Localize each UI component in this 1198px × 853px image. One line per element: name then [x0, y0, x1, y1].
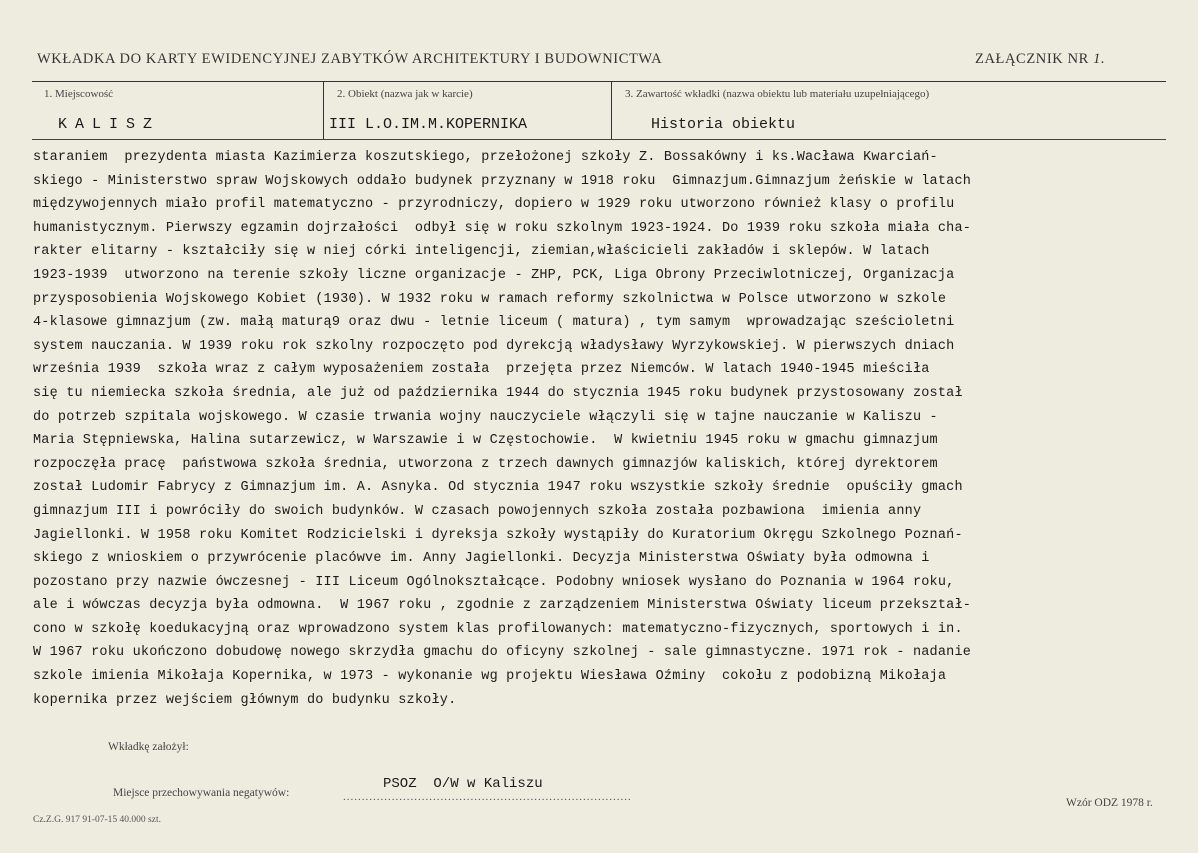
locality-label: 1. Miejscowość	[44, 88, 114, 100]
text-line: W 1967 roku ukończono dobudowę nowego skrzydła gmachu do oficyny szkolnej - sale gimnastyczne. 1971 rok - nadanie	[33, 645, 972, 661]
history-text	[33, 146, 971, 712]
text-line: 1923-1939 utworzono na terenie szkoły liczne organizacje - ZHP, PCK, Liga Obrony Przeciwlotniczej, Organizacja	[33, 267, 955, 283]
printer-info: Cz.Z.G. 917 91-07-15 40.000 szt.	[33, 815, 161, 825]
negatives-storage-value: PSOZ O/W w Kaliszu	[383, 776, 543, 792]
dotted-fill-line: .............................................................................	[343, 791, 632, 803]
text-line: skiego - Ministerstwo spraw Wojskowych oddało budynek przyznany w 1918 roku Gimnazjum.Gimnazjum żeńskie w latach	[33, 173, 972, 189]
text-line: system nauczania. W 1939 roku rok szkolny rozpoczęto pod dyrekcją władysławy Wyrzykowskiej. W pierwszych dniach	[33, 338, 955, 354]
text-line: szkole imienia Mikołaja Kopernika, w 1973 - wykonanie wg projektu Wiesława Oźminy cokołu z podobizną Mikołaja	[33, 669, 947, 685]
text-line: skiego z wnioskiem o przywrócenie placówve im. Anny Jagiellonki. Decyzja Ministerstwa Oświaty była odmowna i	[33, 551, 930, 567]
object-value: III L.O.IM.M.KOPERNIKA	[329, 116, 528, 133]
text-line: gimnazjum III i powróciły do swoich budynków. W czasach powojennych szkoła została pozbawiona imienia anny	[33, 503, 922, 519]
locality-value: KALISZ	[58, 116, 161, 133]
object-field	[325, 82, 612, 139]
text-line: Maria Stępniewska, Halina sutarzewicz, w Warszawie i w Częstochowie. W kwietniu 1945 roku w gmachu gimnazjum	[33, 433, 938, 449]
locality-field	[32, 82, 324, 139]
text-line: cono w szkołę koedukacyjną oraz wprowadzono system klas profilowanych: matematyczno-fizycznych, sportowych i in.	[33, 621, 963, 637]
text-line: przysposobienia Wojskowego Kobiet (1930). W 1932 roku w ramach reformy szkolnictwa w Polsce utworzono w szkole	[33, 291, 947, 307]
text-line: Jagiellonki. W 1958 roku Komitet Rodzicielski i dyreksja szkoły wystąpiły do Kuratorium Okręgu Szkolnego Poznań-	[33, 527, 963, 543]
object-label: 2. Obiekt (nazwa jak w karcie)	[337, 88, 473, 100]
text-line: się tu niemiecka szkoła średnia, ale już od października 1944 do stycznia 1945 roku budynek przystosowany został	[33, 385, 963, 401]
attachment-label: ZAŁĄCZNIK NR	[975, 51, 1089, 67]
text-line: rozpoczęła pracę państwowa szkoła średnia, utworzona z trzech dawnych gimnazjów kaliskich, której dyrektorem	[33, 456, 938, 472]
text-line: humanistycznym. Pierwszy egzamin dojrzałości odbył się w roku szkolnym 1923-1924. Do 1939 roku szkoła miała cha-	[33, 220, 972, 236]
text-line: został Ludomir Fabrycy z Gimnazjum im. A. Asnyka. Od stycznia 1947 roku wszystkie szkoły średnie opuściły gmach	[33, 480, 963, 496]
contents-label: 3. Zawartość wkładki (nazwa obiektu lub materiału uzupełniającego)	[625, 88, 930, 100]
contents-field	[613, 82, 1166, 139]
text-line: staraniem prezydenta miasta Kazimierza koszutskiego, przełożonej szkoły Z. Bossakówny i ks.Wacława Kwarciań-	[33, 150, 938, 165]
text-line: września 1939 szkoła wraz z całym wyposażeniem została przejęta przez Niemców. W latach 1940-1945 mieściła	[33, 362, 930, 378]
contents-value: Historia obiektu	[651, 116, 796, 133]
created-by-label: Wkładkę założył:	[108, 741, 189, 753]
form-title: WKŁADKA DO KARTY EWIDENCYJNEJ ZABYTKÓW ARCHITEKTURY I BUDOWNICTWA	[37, 51, 663, 67]
text-line: ale i wówczas decyzja była odmowna. W 1967 roku , zgodnie z zarządzeniem Ministerstwa Oświaty liceum przekształ-	[33, 598, 972, 614]
attachment-number	[975, 51, 1105, 68]
text-line: międzywojennych miało profil matematyczno - przyrodniczy, dopiero w 1929 roku utworzono również klasy o profilu	[33, 197, 955, 213]
text-line: 4-klasowe gimnazjum (zw. małą maturą9 oraz dwu - letnie liceum ( matura) , tym samym wprowadzając sześcioletni	[33, 315, 955, 331]
text-line: do potrzeb szpitala wojskowego. W czasie trwania wojny nauczyciele włączyli się w tajne nauczanie w Kaliszu -	[33, 409, 938, 425]
text-line: rakter elitarny - kształciły się w niej córki inteligencji, ziemian,właścicieli zakładów i sklepów. W latach	[33, 244, 930, 260]
text-line: pozostano przy nazwie ówczesnej - III Liceum Ogólnokształcące. Podobny wniosek wysłano do Poznania w 1964 roku,	[33, 574, 955, 590]
negatives-storage-label: Miejsce przechowywania negatywów:	[113, 787, 290, 799]
form-code: Wzór ODZ 1978 r.	[1066, 797, 1153, 809]
text-line: kopernika przez wejściem głównym do budynku szkoły.	[33, 692, 457, 708]
attachment-number-value: 1.	[1093, 51, 1106, 67]
form-fields-row	[32, 81, 1166, 140]
